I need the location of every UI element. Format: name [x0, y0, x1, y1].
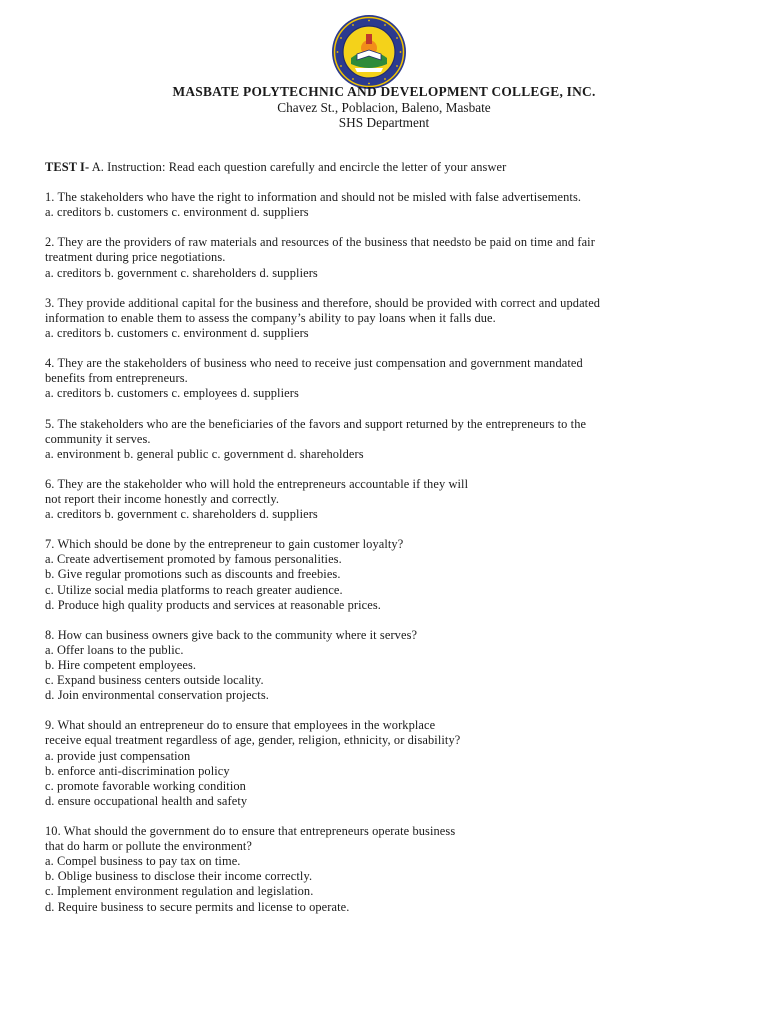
- question-line: c. Expand business centers outside locality.: [45, 673, 264, 688]
- question-line: b. Oblige business to disclose their income correctly.: [45, 869, 313, 884]
- question-line: c. Implement environment regulation and legislation.: [45, 884, 314, 899]
- question-text: 7. Which should be done by the entrepreneur to gain customer loyalty?: [45, 537, 404, 552]
- question-line: a. Compel business to pay tax on time.: [45, 854, 241, 869]
- question-line: receive equal treatment regardless of age, gender, religion, ethnicity, or disability?: [45, 733, 461, 748]
- question-item: [45, 718, 735, 809]
- question-line: c. promote favorable working condition: [45, 778, 246, 793]
- question-item: [45, 417, 735, 462]
- question-text: 10. What should the government do to ensure that entrepreneurs operate business: [45, 824, 456, 839]
- question-line: treatment during price negotiations.: [45, 250, 226, 265]
- question-text: 9. What should an entrepreneur do to ensure that employees in the workplace: [45, 718, 436, 733]
- question-item: [45, 190, 735, 220]
- question-line: that do harm or pollute the environment?: [45, 839, 253, 854]
- question-text: 4. They are the stakeholders of business who need to receive just compensation and government mandated: [45, 356, 583, 371]
- question-line: d. Join environmental conservation projects.: [45, 688, 269, 703]
- question-line: a. environment b. general public c. government d. shareholders: [45, 446, 364, 461]
- college-address: Chavez St., Poblacion, Baleno, Masbate: [277, 100, 491, 115]
- question-item: [45, 477, 735, 522]
- question-item: [45, 537, 735, 612]
- question-text: 6. They are the stakeholder who will hold the entrepreneurs accountable if they will: [45, 476, 469, 491]
- question-text: 8. How can business owners give back to the community where it serves?: [45, 627, 418, 642]
- question-text: 1. The stakeholders who have the right to information and should not be misled with false advertisements.: [45, 190, 582, 205]
- question-line: a. provide just compensation: [45, 748, 191, 763]
- instruction-text: A. Instruction: Read each question carefully and encircle the letter of your answer: [89, 160, 507, 174]
- question-line: not report their income honestly and correctly.: [45, 491, 280, 506]
- question-line: b. Hire competent employees.: [45, 658, 197, 672]
- test-label: TEST I-: [45, 160, 90, 174]
- college-seal-icon: [331, 14, 407, 90]
- question-line: a. Offer loans to the public.: [45, 642, 184, 657]
- question-line: b. enforce anti-discrimination policy: [45, 763, 230, 778]
- question-line: d. Produce high quality products and services at reasonable prices.: [45, 597, 381, 612]
- test-content: [45, 160, 735, 930]
- question-line: benefits from entrepreneurs.: [45, 371, 188, 386]
- question-line: a. creditors b. government c. shareholders d. suppliers: [45, 507, 318, 522]
- question-line: a. creditors b. government c. shareholders d. suppliers: [45, 265, 318, 280]
- question-text: 5. The stakeholders who are the beneficiaries of the favors and support returned by the entrepreneurs to the: [45, 416, 587, 431]
- question-item: [45, 296, 735, 341]
- question-line: a. Create advertisement promoted by famous personalities.: [45, 552, 342, 567]
- question-line: d. ensure occupational health and safety: [45, 793, 248, 808]
- question-line: a. creditors b. customers c. environment d. suppliers: [45, 205, 309, 220]
- question-item: [45, 356, 735, 401]
- question-line: a. creditors b. customers c. employees d. suppliers: [45, 386, 299, 401]
- test-instruction: [45, 160, 735, 175]
- question-line: c. Utilize social media platforms to reach greater audience.: [45, 582, 343, 597]
- question-line: community it serves.: [45, 431, 151, 446]
- question-line: b. Give regular promotions such as discounts and freebies.: [45, 567, 341, 582]
- question-item: [45, 628, 735, 703]
- question-line: a. creditors b. customers c. environment d. suppliers: [45, 325, 309, 340]
- department-name: SHS Department: [338, 115, 430, 130]
- question-item: [45, 235, 735, 280]
- question-line: information to enable them to assess the company’s ability to pay loans when it falls due.: [45, 310, 496, 325]
- question-text: 2. They are the providers of raw materials and resources of the business that needsto be paid on time and fair: [45, 235, 595, 250]
- college-name: MASBATE POLYTECHNIC AND DEVELOPMENT COLLEGE, INC.: [172, 84, 596, 99]
- question-item: [45, 824, 735, 915]
- question-text: 3. They provide additional capital for the business and therefore, should be provided with correct and updated: [45, 295, 601, 310]
- question-line: d. Require business to secure permits and license to operate.: [45, 899, 350, 914]
- question-list: [45, 190, 735, 915]
